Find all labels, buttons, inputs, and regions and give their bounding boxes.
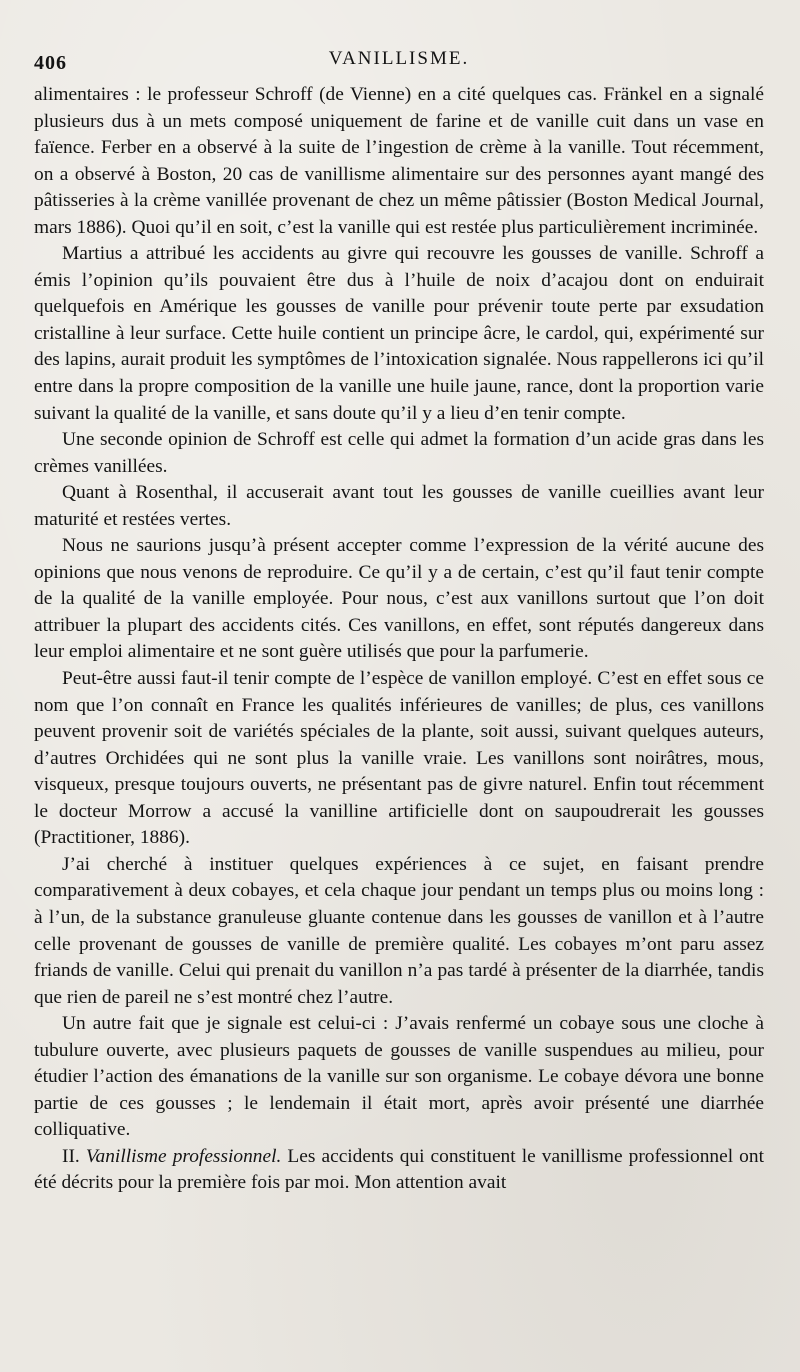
body-text	[34, 82, 764, 1197]
section-label: II.	[62, 1145, 80, 1167]
page-number: 406	[34, 52, 67, 74]
paragraph-3: Une seconde opinion de Schroff est celle qui admet la formation d’un acide gras dans les crèmes vanillées.	[34, 429, 764, 477]
paragraph-8: Un autre fait que je signale est celui-ci : J’avais renfermé un cobaye sous une cloche à tubulure ouverte, avec plusieurs paquets de gousses de vanille suspendues au milieu, pour étudier l’action des émanations de la vanille sur son organisme. Le cobaye dévora une bonne partie de ces gousses ; le lendemain il était mort, après avoir présenté une diarrhée colliquative.	[34, 1013, 764, 1141]
section-text: Les accidents qui constituent le vanillisme professionnel ont été décrits pour la première fois par moi. Mon attention avait	[34, 1145, 764, 1194]
paragraph-5: Nous ne saurions jusqu’à présent accepter comme l’expression de la vérité aucune des opinions que nous venons de reproduire. Ce qu’il y a de certain, c’est qu’il faut tenir compte de la qualité de la vanille employée. Pour nous, c’est aux vanillons surtout que l’on doit attribuer la plupart des accidents cités. Ces vanillons, en effet, sont réputés dangereux dans leur emploi alimentaire et ne sont guère utilisés que pour la parfumerie.	[34, 535, 764, 663]
paragraph-2: Martius a attribué les accidents au givre qui recouvre les gousses de vanille. Schroff a émis l’opinion qu’ils pouvaient être dus à l’huile de noix d’acajou dont on enduirait quelquefois en Amérique les gousses de vanille pour prévenir toute perte par exsudation cristalline à leur surface. Cette huile contient un principe âcre, le cardol, qui, expérimenté sur des lapins, aurait produit les symptômes de l’intoxication signalée. Nous rappellerons ici qu’il entre dans la propre composition de la vanille une huile jaune, rance, dont la proportion varie suivant la qualité de la vanille, et sans doute qu’il y a lieu d’en tenir compte.	[34, 243, 764, 424]
paragraph-4: Quant à Rosenthal, il accuserait avant tout les gousses de vanille cueillies avant leur maturité et restées vertes.	[34, 482, 764, 530]
section-title: Vanillisme professionnel.	[85, 1145, 282, 1167]
running-title: VANILLISME.	[328, 48, 470, 69]
running-head	[34, 46, 764, 82]
paragraph-1: alimentaires : le professeur Schroff (de Vienne) en a cité quelques cas. Fränkel en a signalé plusieurs dus à un mets composé uniquement de farine et de vanille cuit dans un vase en faïence. Ferber en a observé à la suite de l’ingestion de crème à la vanille. Tout récemment, on a observé à Boston, 20 cas de vanillisme alimentaire sur des personnes ayant mangé des pâtisseries à la crème vanillée provenant de chez un même pâtissier (Boston Medical Journal, mars 1886). Quoi qu’il en soit, c’est la vanille qui est restée plus particulièrement incriminée.	[34, 84, 764, 238]
section-paragraph	[34, 1144, 764, 1197]
paragraph-6: Peut-être aussi faut-il tenir compte de l’espèce de vanillon employé. C’est en effet sous ce nom que l’on connaît en France les qualités inférieures de vanilles; de plus, ces vanillons peuvent provenir soit de variétés spéciales de la plante, soit aussi, suivant quelques auteurs, d’autres Orchidées qui ne sont plus la vanille vraie. Les vanillons sont noirâtres, mous, visqueux, presque toujours ouverts, ne présentant pas de givre naturel. Enfin tout récemment le docteur Morrow a accusé la vanilline artificielle dont on saupoudrerait les gousses (Practitioner, 1886).	[34, 668, 764, 849]
paragraph-7: J’ai cherché à instituer quelques expériences à ce sujet, en faisant prendre comparativement à deux cobayes, et cela chaque jour pendant un temps plus ou moins long : à l’un, de la substance granuleuse gluante contenue dans les gousses de vanillon et à l’autre celle provenant de gousses de vanille de première qualité. Les cobayes m’ont paru assez friands de vanille. Celui qui prenait du vanillon n’a pas tardé à présenter de la diarrhée, tandis que rien de pareil ne s’est montré chez l’autre.	[34, 853, 764, 1008]
